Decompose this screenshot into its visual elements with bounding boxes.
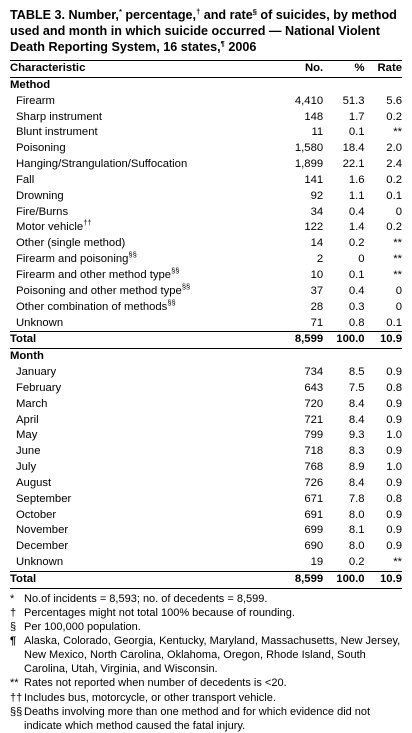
row-label-text: November xyxy=(16,524,69,537)
cell-percent: 0.8 xyxy=(348,316,365,329)
month-heading: Month xyxy=(10,350,44,363)
row-label-text: Motor vehicle xyxy=(16,221,84,234)
footnote-mark: †† xyxy=(10,691,23,704)
total-rate: 10.9 xyxy=(365,332,402,349)
table-row xyxy=(10,141,402,157)
total-row xyxy=(10,572,402,589)
row-label xyxy=(10,265,270,284)
table-row xyxy=(10,157,402,173)
table-row xyxy=(10,205,402,221)
row-label-text: February xyxy=(16,381,62,394)
row-label xyxy=(10,252,270,268)
table-row xyxy=(10,397,402,413)
cell-number: 122 xyxy=(304,221,324,234)
cell-rate: 0.9 xyxy=(386,540,402,553)
footnote-mark: ** xyxy=(10,677,19,690)
cell-rate: 0.9 xyxy=(386,445,402,458)
cell-percent: 1.7 xyxy=(348,110,365,123)
cell-rate: 0 xyxy=(395,284,402,297)
total-row xyxy=(10,332,402,349)
footnote xyxy=(10,634,402,676)
row-label xyxy=(10,365,270,381)
total-label: Total xyxy=(10,332,270,349)
cell-percent: 0.2 xyxy=(348,556,365,569)
table-row xyxy=(10,428,402,444)
table-row xyxy=(10,444,402,460)
cell-rate: 0.9 xyxy=(386,413,402,426)
row-label xyxy=(10,220,270,236)
month-section xyxy=(10,349,402,589)
table-row xyxy=(10,539,402,555)
cell-number: 718 xyxy=(304,445,324,458)
cell-number: 721 xyxy=(304,413,324,426)
table-row xyxy=(10,173,402,189)
row-label-text: May xyxy=(16,429,38,442)
row-label-text: January xyxy=(16,366,57,379)
row-label xyxy=(10,413,270,429)
total-rate: 10.9 xyxy=(365,572,402,589)
row-label-text: Hanging/Strangulation/Suffocation xyxy=(16,158,188,171)
cell-percent: 0.3 xyxy=(348,300,365,313)
cell-rate: 0.2 xyxy=(386,221,402,234)
total-number: 8,599 xyxy=(270,572,323,589)
cell-rate: ** xyxy=(393,268,402,281)
cell-rate: 0.8 xyxy=(386,492,402,505)
footnote-mark: † xyxy=(10,606,17,619)
row-label xyxy=(10,508,270,524)
row-label-text: September xyxy=(16,492,72,505)
total-label: Total xyxy=(10,572,270,589)
cell-rate: 0.2 xyxy=(386,110,402,123)
header-percent: % xyxy=(323,61,364,77)
table-row xyxy=(10,94,402,110)
cell-percent: 8.4 xyxy=(348,476,365,489)
cell-rate: 0 xyxy=(395,300,402,313)
cell-number: 768 xyxy=(304,461,324,474)
footnote-text: Alaska, Colorado, Georgia, Kentucky, Maryland, Massachusetts, New Jersey, New Mexico, North Carolina, Oklahoma, Oregon, Rhode Island, South Carolina, Utah, Virginia, and Wisconsin. xyxy=(24,635,401,676)
cell-rate: 0.1 xyxy=(386,189,402,202)
cell-percent: 8.4 xyxy=(348,397,365,410)
cell-percent: 7.5 xyxy=(348,381,365,394)
cell-rate: ** xyxy=(393,126,402,139)
row-label xyxy=(10,539,270,555)
footnote-mark: § xyxy=(10,621,17,634)
row-label xyxy=(10,444,270,460)
cell-number: 2 xyxy=(316,253,324,266)
total-percent: 100.0 xyxy=(323,572,364,589)
cell-rate: 0.9 xyxy=(386,397,402,410)
footnote-marker: §§ xyxy=(171,265,180,275)
cell-percent: 8.3 xyxy=(348,445,365,458)
row-label-text: March xyxy=(16,397,48,410)
row-label xyxy=(10,110,270,126)
cell-number: 726 xyxy=(304,476,324,489)
cell-rate: 2.4 xyxy=(386,158,402,171)
row-label-text: Unknown xyxy=(16,316,64,329)
cell-number: 34 xyxy=(310,205,324,218)
cell-percent: 8.5 xyxy=(348,366,365,379)
row-label xyxy=(10,397,270,413)
cell-number: 19 xyxy=(310,556,324,569)
table-row xyxy=(10,492,402,508)
footnote-text: Rates not reported when number of decedents is <20. xyxy=(24,677,287,690)
cell-percent: 7.8 xyxy=(348,492,365,505)
cell-number: 643 xyxy=(304,381,324,394)
cell-rate: 0.9 xyxy=(386,524,402,537)
header-number: No. xyxy=(270,61,323,77)
cell-number: 720 xyxy=(304,397,324,410)
cell-percent: 18.4 xyxy=(342,142,365,155)
row-label-text: Other (single method) xyxy=(16,237,126,250)
table-row xyxy=(10,268,402,284)
row-label-text: Unknown xyxy=(16,556,64,569)
cell-rate: 0 xyxy=(395,205,402,218)
footnote-mark: §§ xyxy=(10,705,23,718)
cell-number: 11 xyxy=(311,126,324,139)
cell-number: 671 xyxy=(304,492,324,505)
header-rate: Rate xyxy=(365,61,402,77)
footnote-text: Includes bus, motorcycle, or other transport vehicle. xyxy=(24,691,276,704)
row-label-text: August xyxy=(16,476,52,489)
cell-rate: ** xyxy=(393,556,402,569)
cell-number: 690 xyxy=(304,540,324,553)
cell-percent: 8.1 xyxy=(348,524,365,537)
row-label xyxy=(10,476,270,492)
footnote-text: Percentages might not total 100% because of rounding. xyxy=(24,606,295,619)
row-label-text: Other combination of methods xyxy=(16,300,168,313)
cell-number: 28 xyxy=(310,300,324,313)
row-label xyxy=(10,555,270,571)
row-label xyxy=(10,157,270,173)
footnote xyxy=(10,676,402,690)
cell-number: 14 xyxy=(310,237,324,250)
cell-number: 4,410 xyxy=(294,94,324,107)
table-row xyxy=(10,413,402,429)
row-label xyxy=(10,492,270,508)
row-label xyxy=(10,381,270,397)
row-label-text: Fire/Burns xyxy=(16,205,69,218)
cell-rate: 1.0 xyxy=(386,461,402,474)
cell-number: 10 xyxy=(310,268,324,281)
row-label xyxy=(10,460,270,476)
row-label-text: June xyxy=(16,445,41,458)
footnote-mark: ¶ xyxy=(10,635,17,648)
footnote xyxy=(10,620,402,634)
cell-percent: 1.4 xyxy=(348,221,365,234)
row-label xyxy=(10,428,270,444)
table-row xyxy=(10,460,402,476)
table-row xyxy=(10,284,402,300)
row-label xyxy=(10,297,270,316)
table-row xyxy=(10,252,402,268)
cell-rate: 0.9 xyxy=(386,366,402,379)
row-label-text: December xyxy=(16,540,69,553)
footnote-marker: §§ xyxy=(128,250,137,260)
footnote xyxy=(10,705,402,733)
cell-percent: 0.1 xyxy=(348,126,365,139)
row-label-text: Sharp instrument xyxy=(16,110,103,123)
cell-percent: 0.2 xyxy=(348,237,365,250)
table-row xyxy=(10,110,402,126)
cell-percent: 0.4 xyxy=(348,205,365,218)
cell-percent: 51.3 xyxy=(342,94,365,107)
cell-number: 37 xyxy=(310,284,324,297)
cell-percent: 22.1 xyxy=(342,158,365,171)
row-label-text: October xyxy=(16,508,57,521)
suicide-table xyxy=(10,61,402,589)
cell-number: 691 xyxy=(304,508,324,521)
cell-percent: 8.0 xyxy=(348,508,365,521)
cell-rate: 5.6 xyxy=(386,94,402,107)
row-label-text: Blunt instrument xyxy=(16,126,98,139)
table-row xyxy=(10,381,402,397)
cell-number: 699 xyxy=(304,524,324,537)
row-label xyxy=(10,94,270,110)
cell-number: 148 xyxy=(304,110,324,123)
footnote xyxy=(10,592,402,606)
cell-rate: 0.8 xyxy=(386,381,402,394)
method-heading: Method xyxy=(10,78,51,91)
table-row xyxy=(10,236,402,252)
cell-percent: 0.1 xyxy=(348,268,365,281)
cell-percent: 8.0 xyxy=(348,540,365,553)
cell-percent: 0.4 xyxy=(348,284,365,297)
row-label xyxy=(10,316,270,332)
cell-rate: ** xyxy=(393,253,402,266)
table-row xyxy=(10,365,402,381)
row-label-text: Firearm and other method type xyxy=(16,268,172,281)
footnote xyxy=(10,606,402,620)
header-characteristic: Characteristic xyxy=(10,61,270,77)
total-number: 8,599 xyxy=(270,332,323,349)
cell-rate: ** xyxy=(393,237,402,250)
table-row xyxy=(10,555,402,571)
footnote-marker: †† xyxy=(83,218,92,228)
cell-rate: 2.0 xyxy=(386,142,402,155)
cell-number: 92 xyxy=(310,189,324,202)
row-label xyxy=(10,141,270,157)
row-label-text: Poisoning and other method type xyxy=(16,284,182,297)
cell-rate: 0.1 xyxy=(386,316,402,329)
row-label xyxy=(10,189,270,205)
row-label-text: July xyxy=(16,461,37,474)
row-label xyxy=(10,125,270,141)
row-label xyxy=(10,523,270,539)
cell-number: 141 xyxy=(304,173,324,186)
row-label-text: Poisoning xyxy=(16,142,66,155)
footnote-marker: §§ xyxy=(181,281,191,291)
cell-percent: 0 xyxy=(358,253,365,266)
row-label-text: Firearm xyxy=(16,94,55,107)
footnote-text: Per 100,000 population. xyxy=(24,621,141,634)
row-label xyxy=(10,236,270,252)
footnote-text: Deaths involving more than one method and for which evidence did not indicate which method caused the fatal injury. xyxy=(24,705,371,732)
row-label-text: Fall xyxy=(16,173,35,186)
total-percent: 100.0 xyxy=(323,332,364,349)
cell-rate: 0.9 xyxy=(386,508,402,521)
cell-percent: 8.4 xyxy=(348,413,365,426)
row-label-text: Firearm and poisoning xyxy=(16,253,129,266)
cell-percent: 1.6 xyxy=(348,173,365,186)
cell-percent: 8.9 xyxy=(348,461,365,474)
header-row xyxy=(10,61,402,77)
cell-number: 71 xyxy=(310,316,324,329)
cell-number: 1,580 xyxy=(294,142,324,155)
footnote-text: No.of incidents = 8,593; no. of decedents = 8,599. xyxy=(24,592,268,605)
row-label-text: Drowning xyxy=(16,189,64,202)
cell-rate: 0.9 xyxy=(386,476,402,489)
section-heading-row xyxy=(10,349,402,365)
section-heading-row xyxy=(10,77,402,93)
method-section xyxy=(10,77,402,348)
footnotes xyxy=(10,592,402,733)
cell-rate: 0.2 xyxy=(386,173,402,186)
cell-number: 734 xyxy=(304,366,324,379)
footnote xyxy=(10,691,402,705)
cell-percent: 9.3 xyxy=(348,429,365,442)
table-row xyxy=(10,300,402,316)
row-label xyxy=(10,205,270,221)
cell-rate: 1.0 xyxy=(386,429,402,442)
table-row xyxy=(10,220,402,236)
footnote-mark: * xyxy=(10,592,15,605)
row-label xyxy=(10,173,270,189)
cell-number: 1,899 xyxy=(294,158,324,171)
table-row xyxy=(10,476,402,492)
table-row xyxy=(10,125,402,141)
table-row xyxy=(10,316,402,332)
table-row xyxy=(10,523,402,539)
row-label-text: April xyxy=(16,413,39,426)
row-label xyxy=(10,281,270,300)
cell-percent: 1.1 xyxy=(348,189,365,202)
cell-number: 799 xyxy=(304,429,324,442)
table-row xyxy=(10,189,402,205)
footnote-marker: §§ xyxy=(167,297,176,307)
table-title: TABLE 3. Number,* percentage,† and rate§ of suicides, by method used and month in which suicide occurred — National Violent Death Reporting System, 16 states,¶ 2006 xyxy=(10,7,397,54)
table-row xyxy=(10,508,402,524)
